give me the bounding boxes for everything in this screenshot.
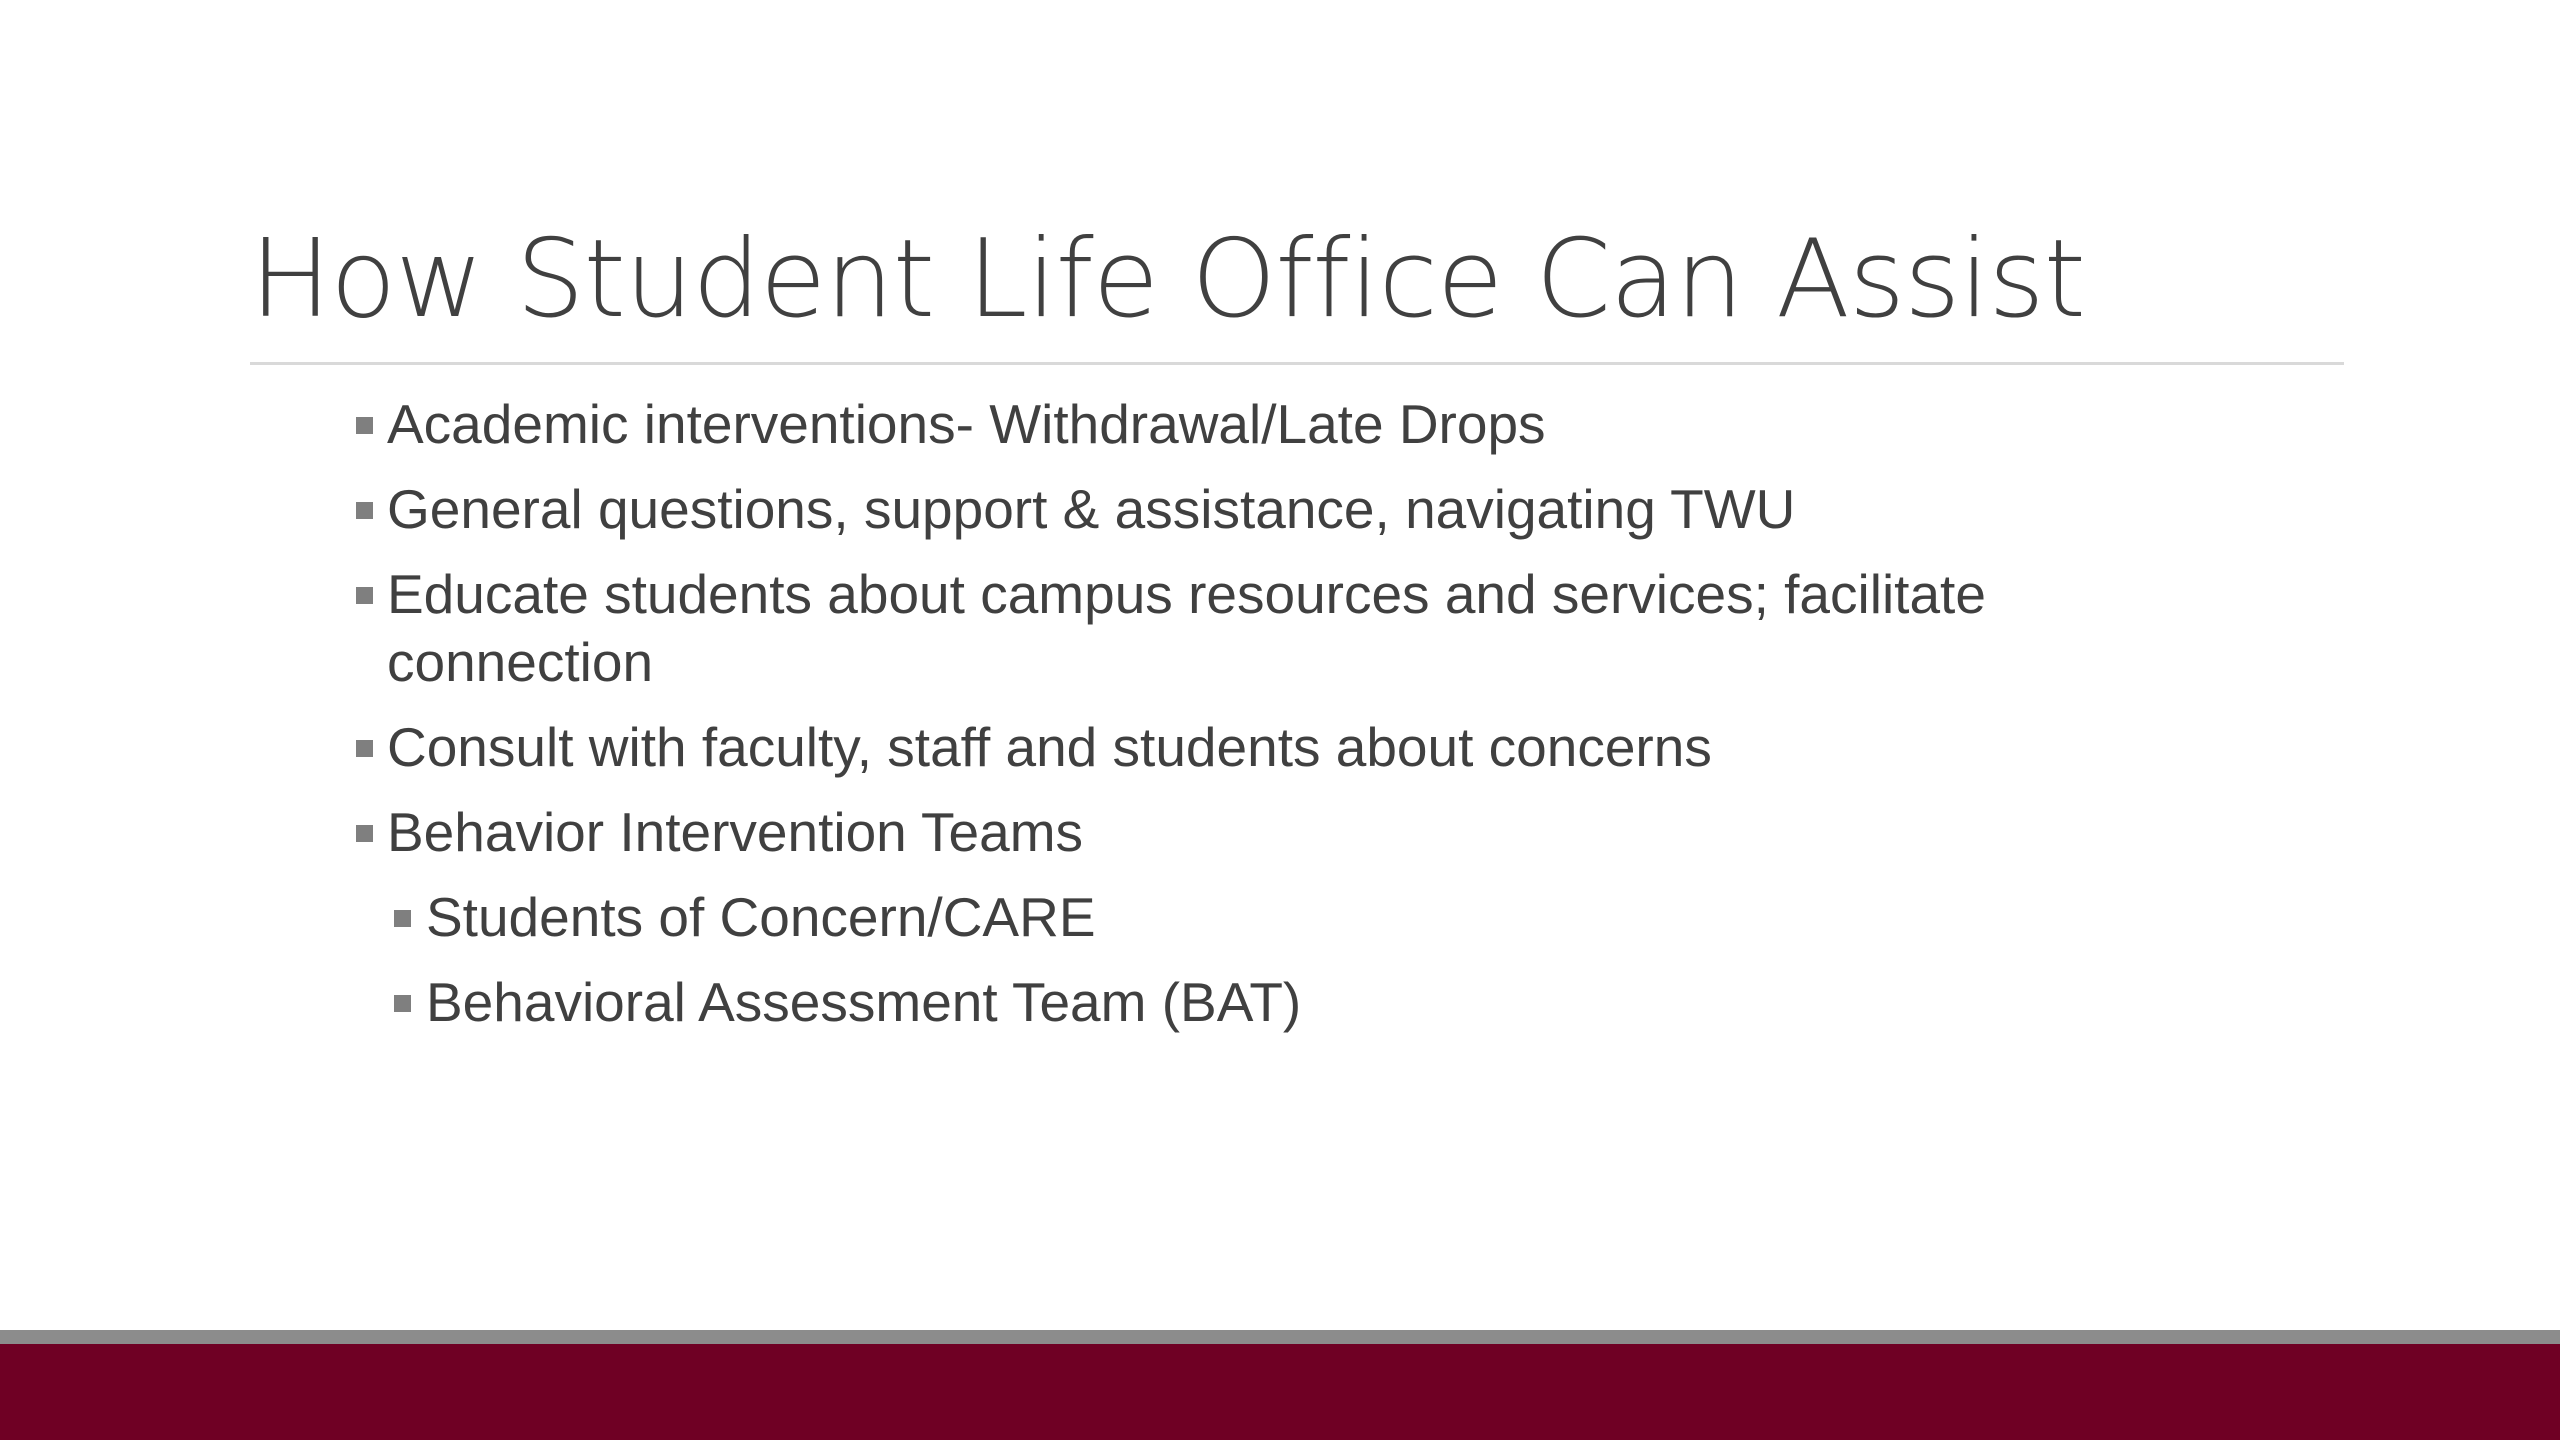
bullet-text: Educate students about campus resources and services; facilitate connection — [387, 563, 1986, 693]
bullet-item — [0, 390, 2187, 458]
bullet-item — [0, 475, 2187, 543]
square-bullet-icon — [356, 417, 373, 434]
footer-stripe — [0, 1330, 2560, 1344]
title-divider — [250, 362, 2344, 365]
square-bullet-icon — [356, 502, 373, 519]
footer-band — [0, 1344, 2560, 1440]
square-bullet-icon — [394, 995, 411, 1012]
square-bullet-icon — [356, 825, 373, 842]
bullet-list — [0, 390, 2400, 1053]
bullet-text: General questions, support & assistance, navigating TWU — [387, 478, 1796, 540]
square-bullet-icon — [394, 910, 411, 927]
slide-title: How Student Life Office Can Assist — [250, 217, 2086, 342]
sub-bullet-text: Students of Concern/CARE — [426, 886, 1096, 948]
bullet-text: Consult with faculty, staff and students about concerns — [387, 716, 1712, 778]
bullet-text: Academic interventions- Withdrawal/Late Drops — [387, 393, 1546, 455]
square-bullet-icon — [356, 587, 373, 604]
bullet-item — [0, 713, 2187, 781]
square-bullet-icon — [356, 740, 373, 757]
sub-bullet-text: Behavioral Assessment Team (BAT) — [426, 971, 1302, 1033]
sub-bullet-item — [0, 968, 2126, 1036]
bullet-item — [0, 560, 2187, 696]
bullet-text: Behavior Intervention Teams — [387, 801, 1084, 863]
sub-bullet-item — [0, 883, 2126, 951]
bullet-item — [0, 798, 2187, 866]
